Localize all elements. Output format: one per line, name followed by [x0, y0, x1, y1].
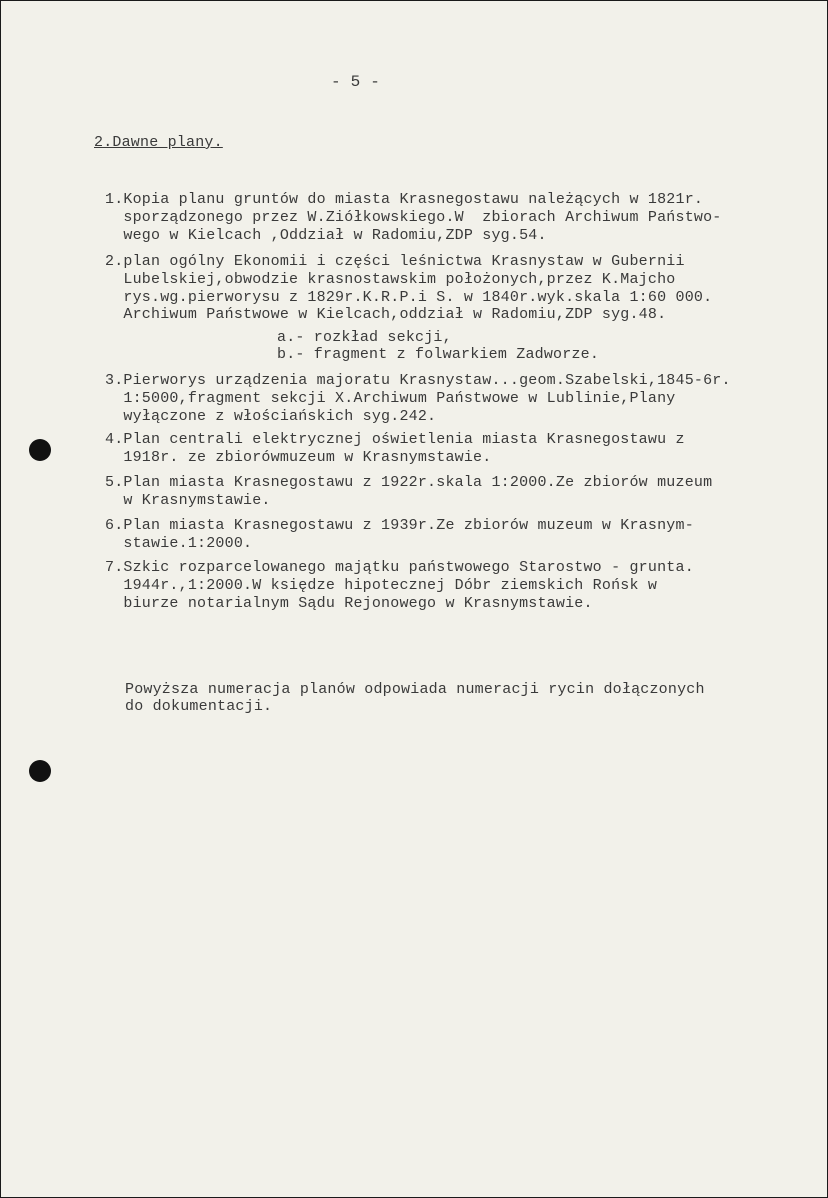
document-page [1, 1, 827, 1197]
section-heading: 2.Dawne plany. [94, 134, 223, 151]
item-3-line-3: wyłączone z włościańskich syg.242. [105, 408, 437, 425]
footer-note-line-2: do dokumentacji. [125, 698, 273, 715]
page-number: - 5 - [331, 73, 381, 91]
footer-note-line-1: Powyższa numeracja planów odpowiada numeracji rycin dołączonych [125, 681, 705, 698]
item-2-subitem-b: b.- fragment z folwarkiem Zadworze. [277, 346, 600, 363]
item-5-line-2: w Krasnymstawie. [105, 492, 271, 509]
item-2-line-2: Lubelskiej,obwodzie krasnostawskim położonych,przez K.Majcho [105, 271, 676, 288]
item-2-line-1: 2.plan ogólny Ekonomii i części leśnictwa Krasnystaw w Gubernii [105, 253, 685, 270]
item-6-line-2: stawie.1:2000. [105, 535, 253, 552]
item-1-line-3: wego w Kielcach ,Oddział w Radomiu,ZDP syg.54. [105, 227, 547, 244]
item-1-line-1: 1.Kopia planu gruntów do miasta Krasnegostawu należących w 1821r. [105, 191, 704, 208]
item-2-line-3: rys.wg.pierworysu z 1829r.K.R.P.i S. w 1840r.wyk.skala 1:60 000. [105, 289, 713, 306]
item-7-line-2: 1944r.,1:2000.W księdze hipotecznej Dóbr ziemskich Rońsk w [105, 577, 658, 594]
punch-hole-icon [29, 760, 51, 782]
item-5-line-1: 5.Plan miasta Krasnegostawu z 1922r.skala 1:2000.Ze zbiorów muzeum [105, 474, 713, 491]
item-3-line-1: 3.Pierworys urządzenia majoratu Krasnystaw...geom.Szabelski,1845-6r. [105, 372, 731, 389]
item-2-line-4: Archiwum Państwowe w Kielcach,oddział w Radomiu,ZDP syg.48. [105, 306, 667, 323]
item-4-line-2: 1918r. ze zbiorówmuzeum w Krasnymstawie. [105, 449, 492, 466]
item-7-line-1: 7.Szkic rozparcelowanego majątku państwowego Starostwo - grunta. [105, 559, 694, 576]
item-3-line-2: 1:5000,fragment sekcji X.Archiwum Państwowe w Lublinie,Plany [105, 390, 676, 407]
item-6-line-1: 6.Plan miasta Krasnegostawu z 1939r.Ze zbiorów muzeum w Krasnym- [105, 517, 694, 534]
item-7-line-3: biurze notarialnym Sądu Rejonowego w Krasnymstawie. [105, 595, 593, 612]
punch-hole-icon [29, 439, 51, 461]
item-4-line-1: 4.Plan centrali elektrycznej oświetlenia miasta Krasnegostawu z [105, 431, 685, 448]
item-2-subitem-a: a.- rozkład sekcji, [277, 329, 452, 346]
item-1-line-2: sporządzonego przez W.Ziółkowskiego.W zbiorach Archiwum Państwo- [105, 209, 722, 226]
